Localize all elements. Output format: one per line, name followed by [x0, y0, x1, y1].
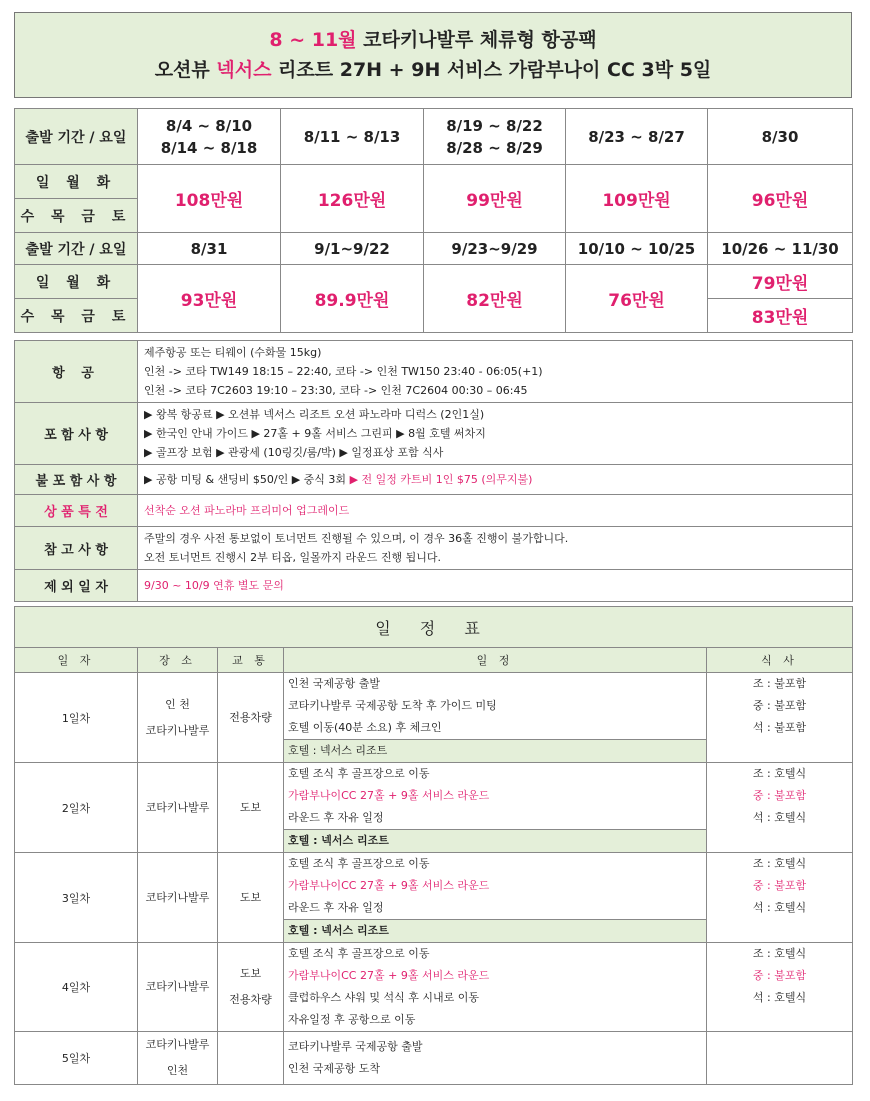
hotel-line: 호텔 : 넥서스 리조트 [284, 739, 706, 762]
schedule-meals [707, 853, 853, 943]
price-header-row-1 [15, 109, 853, 165]
schedule-column-headers [15, 648, 853, 673]
transport-line: 도보 [239, 890, 262, 904]
schedule-transport [218, 763, 284, 853]
schedule-place [138, 1032, 218, 1085]
schedule-place [138, 763, 218, 853]
itinerary-line: 자유일정 후 공항으로 이동 [288, 1013, 416, 1026]
meal-line: 석 : 호텔식 [752, 811, 807, 824]
price-cell: 108만원 [138, 165, 281, 233]
schedule-place [138, 943, 218, 1032]
schedule-itinerary [284, 673, 707, 763]
price-row-weekday-2 [15, 265, 853, 299]
exclusion-dates-row [15, 570, 853, 602]
price-cell: 89.9만원 [281, 265, 424, 333]
schedule-row [15, 853, 853, 943]
excluded-info: ▶ 공항 미팅 & 샌딩비 $50/인 ▶ 중식 3회 ▶ 전 일정 카트비 1인 $75 (의무지불) [138, 465, 853, 495]
itinerary-line: 호텔 조식 후 골프장으로 이동 [288, 947, 430, 960]
title-period: 8 ~ 11월 [269, 29, 357, 51]
schedule-day: 1일차 [15, 673, 138, 763]
itinerary-line: 인천 국제공항 출발 [288, 677, 381, 690]
excluded-label: 불 포 함 사 항 [15, 465, 138, 495]
col-header-day: 일 자 [15, 648, 138, 673]
meal-line: 중 : 불포함 [752, 879, 807, 892]
meal-line: 석 : 불포함 [752, 721, 807, 734]
notes-label: 참 고 사 항 [15, 527, 138, 570]
period-cell: 8/31 [138, 233, 281, 265]
period-header-label: 출발 기간 / 요일 [15, 233, 138, 265]
schedule-transport [218, 1032, 284, 1085]
col-header-itinerary: 일 정 [284, 648, 707, 673]
col-header-place: 장 소 [138, 648, 218, 673]
special-label: 상 품 특 전 [15, 495, 138, 527]
meal-line: 조 : 불포함 [752, 677, 807, 690]
itinerary-line: 가람부나이CC 27홀 + 9홀 서비스 라운드 [288, 969, 490, 982]
price-table [14, 108, 853, 333]
included-info: ▶ 왕복 항공료 ▶ 오션뷰 넥서스 리조트 오션 파노라마 디럭스 (2인1실) ▶ 한국인 안내 가이드 ▶ 27홀 + 9홀 서비스 그린피 ▶ 8월 호텔 써차지 ▶ 골프장 보험 ▶ 관광세 (10링깃/룸/박) ▶ 일정표상 포함 식사 [138, 403, 853, 465]
schedule-transport [218, 943, 284, 1032]
itinerary-line: 호텔 이동(40분 소요) 후 체크인 [288, 721, 442, 734]
title-banner [14, 12, 852, 98]
period-header-label: 출발 기간 / 요일 [15, 109, 138, 165]
itinerary-line: 가람부나이CC 27홀 + 9홀 서비스 라운드 [288, 879, 490, 892]
notes-row [15, 527, 853, 570]
schedule-day: 3일차 [15, 853, 138, 943]
place-line: 인 천 [165, 697, 190, 711]
itinerary-line: 인천 국제공항 도착 [288, 1062, 381, 1075]
period-cell: 9/1~9/22 [281, 233, 424, 265]
cart-fee-highlight: ▶ 전 일정 카트비 1인 $75 (의무지불) [349, 473, 533, 486]
meal-line: 중 : 불포함 [752, 969, 807, 982]
exclusion-dates-label: 제 외 일 자 [15, 570, 138, 602]
price-cell: 93만원 [138, 265, 281, 333]
schedule-meals [707, 1032, 853, 1085]
itinerary-line: 호텔 조식 후 골프장으로 이동 [288, 767, 430, 780]
period-cell: 8/30 [708, 109, 853, 165]
transport-line: 전용차량 [229, 710, 272, 724]
transport-line: 도보 [239, 967, 262, 980]
period-cell: 8/23 ~ 8/27 [566, 109, 708, 165]
meal-line: 조 : 호텔식 [752, 947, 807, 960]
period-cell: 8/11 ~ 8/13 [281, 109, 424, 165]
schedule-itinerary [284, 853, 707, 943]
schedule-meals [707, 763, 853, 853]
title-brand: 넥서스 [216, 59, 272, 81]
meal-line: 조 : 호텔식 [752, 857, 807, 870]
info-table [14, 340, 853, 602]
itinerary-line: 라운드 후 자유 일정 [288, 901, 384, 914]
schedule-title: 일 정 표 [15, 607, 853, 648]
price-cell: 99만원 [424, 165, 566, 233]
title-suffix: 리조트 27H + 9H 서비스 가람부나이 CC 3박 5일 [271, 59, 712, 81]
price-cell: 82만원 [424, 265, 566, 333]
schedule-place [138, 673, 218, 763]
title-package: 코타키나발루 체류형 항공팩 [356, 29, 597, 51]
price-header-row-2 [15, 233, 853, 265]
special-info: 선착순 오션 파노라마 프리미어 업그레이드 [138, 495, 853, 527]
itinerary-line: 코타키나발루 국제공항 출발 [288, 1040, 423, 1053]
itinerary-line: 클럽하우스 샤워 및 석식 후 시내로 이동 [288, 991, 479, 1004]
flight-label: 항 공 [15, 341, 138, 403]
schedule-transport [218, 673, 284, 763]
title-line-2 [15, 57, 851, 83]
excluded-row [15, 465, 853, 495]
title-line-1 [15, 27, 851, 53]
weekday-label: 일 월 화 [15, 165, 138, 199]
hotel-line: 호텔 : 넥서스 리조트 [284, 919, 706, 942]
price-cell-weekday: 79만원 [708, 265, 853, 299]
place-line: 코타키나발루 [145, 980, 210, 993]
price-cell-weekend: 83만원 [708, 299, 853, 333]
price-cell: 96만원 [708, 165, 853, 233]
special-row [15, 495, 853, 527]
transport-line: 도보 [239, 800, 262, 814]
weekend-label: 수 목 금 토 [15, 299, 138, 333]
itinerary-line: 라운드 후 자유 일정 [288, 811, 384, 824]
price-cell: 76만원 [566, 265, 708, 333]
col-header-transport: 교 통 [218, 648, 284, 673]
schedule-row [15, 943, 853, 1032]
schedule-place [138, 853, 218, 943]
weekend-label: 수 목 금 토 [15, 199, 138, 233]
hotel-line: 호텔 : 넥서스 리조트 [284, 829, 706, 852]
weekday-label: 일 월 화 [15, 265, 138, 299]
schedule-day: 2일차 [15, 763, 138, 853]
itinerary-line: 코타키나발루 국제공항 도착 후 가이드 미팅 [288, 699, 497, 712]
flight-info: 제주항공 또는 티웨이 (수화물 15kg) 인천 -> 코타 TW149 18:15 – 22:40, 코타 -> 인천 TW150 23:40 - 06:05(+1) 인천 -> 코타 7C2603 19:10 – 23:30, 코타 -> 인천 7C2604 00:30 – 06:45 [138, 341, 853, 403]
place-line: 코타키나발루 [145, 800, 210, 814]
schedule-day: 5일차 [15, 1032, 138, 1085]
schedule-itinerary [284, 943, 707, 1032]
period-cell: 10/26 ~ 11/30 [708, 233, 853, 265]
meal-line: 중 : 불포함 [752, 699, 807, 712]
included-label: 포 함 사 항 [15, 403, 138, 465]
meal-line: 조 : 호텔식 [752, 767, 807, 780]
schedule-itinerary [284, 763, 707, 853]
meal-line: 석 : 호텔식 [752, 901, 807, 914]
col-header-meals: 식 사 [707, 648, 853, 673]
schedule-meals [707, 673, 853, 763]
schedule-row [15, 763, 853, 853]
price-cell: 109만원 [566, 165, 708, 233]
schedule-meals [707, 943, 853, 1032]
place-line: 코타키나발루 [145, 723, 210, 737]
included-row [15, 403, 853, 465]
exclusion-dates-info: 9/30 ~ 10/9 연휴 별도 문의 [138, 570, 853, 602]
period-cell: 8/19 ~ 8/22 8/28 ~ 8/29 [424, 109, 566, 165]
schedule-transport [218, 853, 284, 943]
schedule-day: 4일차 [15, 943, 138, 1032]
price-row-weekday [15, 165, 853, 199]
schedule-row [15, 673, 853, 763]
place-line: 코타키나발루 [145, 1038, 210, 1051]
schedule-itinerary [284, 1032, 707, 1085]
meal-line: 석 : 호텔식 [752, 991, 807, 1004]
transport-line: 전용차량 [229, 993, 272, 1006]
period-cell: 9/23~9/29 [424, 233, 566, 265]
schedule-title-row [15, 607, 853, 648]
flight-row [15, 341, 853, 403]
period-cell: 10/10 ~ 10/25 [566, 233, 708, 265]
itinerary-line: 가람부나이CC 27홀 + 9홀 서비스 라운드 [288, 789, 490, 802]
price-cell: 126만원 [281, 165, 424, 233]
schedule-table [14, 606, 853, 1085]
notes-info: 주말의 경우 사전 통보없이 토너먼트 진행될 수 있으며, 이 경우 36홀 진행이 불가합니다. 오전 토너먼트 진행시 2부 티옵, 일몰까지 라운드 진행 됩니다. [138, 527, 853, 570]
meal-line: 중 : 불포함 [752, 789, 807, 802]
period-cell: 8/4 ~ 8/10 8/14 ~ 8/18 [138, 109, 281, 165]
title-prefix: 오션뷰 [154, 59, 217, 81]
schedule-row [15, 1032, 853, 1085]
itinerary-line: 호텔 조식 후 골프장으로 이동 [288, 857, 430, 870]
place-line: 인천 [166, 1064, 189, 1077]
place-line: 코타키나발루 [145, 890, 210, 904]
